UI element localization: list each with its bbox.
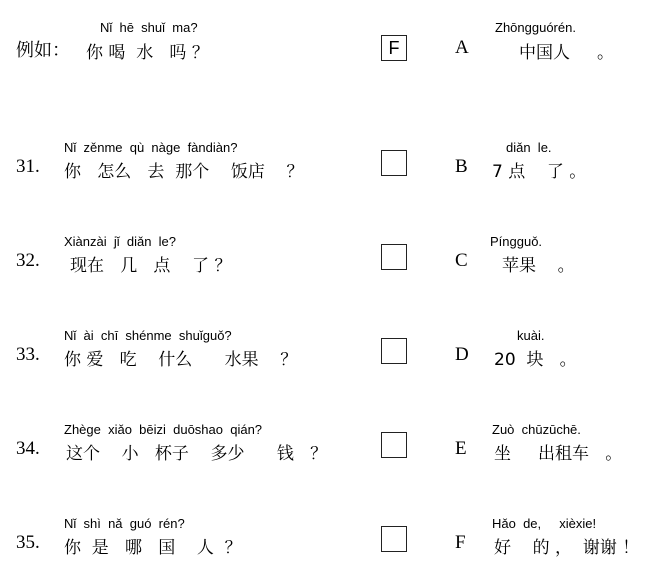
option-text: 苹果 。	[502, 256, 575, 276]
option-pinyin: Zuò chūzūchē.	[492, 422, 581, 437]
question-text: 你 爱 吃 什么 水果 ？	[64, 350, 298, 370]
example-label: 例如：	[16, 40, 70, 61]
question-number: 34.	[16, 438, 40, 459]
example-option-letter: A	[455, 37, 469, 58]
question-row	[0, 324, 663, 384]
answer-box[interactable]	[381, 526, 407, 552]
option-pinyin: Píngguǒ.	[490, 234, 543, 249]
question-pinyin: Nǐ shì nǎ guó rén?	[64, 516, 185, 531]
option-text: 20 块 。	[494, 350, 577, 370]
option-letter: E	[455, 438, 467, 459]
option-letter: D	[455, 344, 469, 365]
example-option-text: 中国人 。	[519, 43, 615, 63]
example-answer-box[interactable]: F	[381, 35, 407, 61]
question-row	[0, 418, 663, 478]
question-pinyin: Zhège xiǎo bēizi duōshao qián?	[64, 422, 263, 437]
option-pinyin: Hǎo de, xièxie!	[492, 516, 597, 531]
question-pinyin: Nǐ ài chī shénme shuǐguǒ?	[64, 328, 232, 343]
option-pinyin: kuài.	[517, 328, 545, 343]
question-text: 现在 几 点 了 ？	[70, 256, 232, 276]
option-text: 7 点 了 。	[492, 162, 587, 182]
example-row	[0, 14, 663, 74]
question-text: 你 是 哪 国 人 ？	[64, 538, 242, 558]
option-text: 坐 出租车 。	[494, 444, 623, 464]
question-number: 35.	[16, 532, 40, 553]
example-pinyin: Nǐ hē shuǐ ma?	[100, 20, 198, 35]
option-text: 好 的 ， 谢谢 ！	[494, 538, 640, 558]
answer-box[interactable]	[381, 432, 407, 458]
question-number: 33.	[16, 344, 40, 365]
question-pinyin: Xiànzài jǐ diǎn le?	[64, 234, 177, 249]
answer-box[interactable]	[381, 150, 407, 176]
example-option-pinyin: Zhōngguórén.	[495, 20, 576, 35]
question-row	[0, 230, 663, 290]
option-letter: B	[455, 156, 468, 177]
question-text: 你 怎么 去 那个 饭店 ？	[64, 162, 304, 182]
option-letter: F	[455, 532, 466, 553]
option-pinyin: diǎn le.	[506, 140, 552, 155]
question-number: 32.	[16, 250, 40, 271]
question-text: 这个 小 杯子 多少 钱 ？	[66, 444, 328, 464]
question-row	[0, 136, 663, 196]
answer-box[interactable]	[381, 244, 407, 270]
question-row	[0, 512, 663, 572]
question-pinyin: Nǐ zěnme qù nàge fàndiàn?	[64, 140, 238, 155]
answer-box[interactable]	[381, 338, 407, 364]
example-question: 你 喝 水 吗 ？	[86, 43, 209, 63]
question-number: 31.	[16, 156, 40, 177]
option-letter: C	[455, 250, 468, 271]
